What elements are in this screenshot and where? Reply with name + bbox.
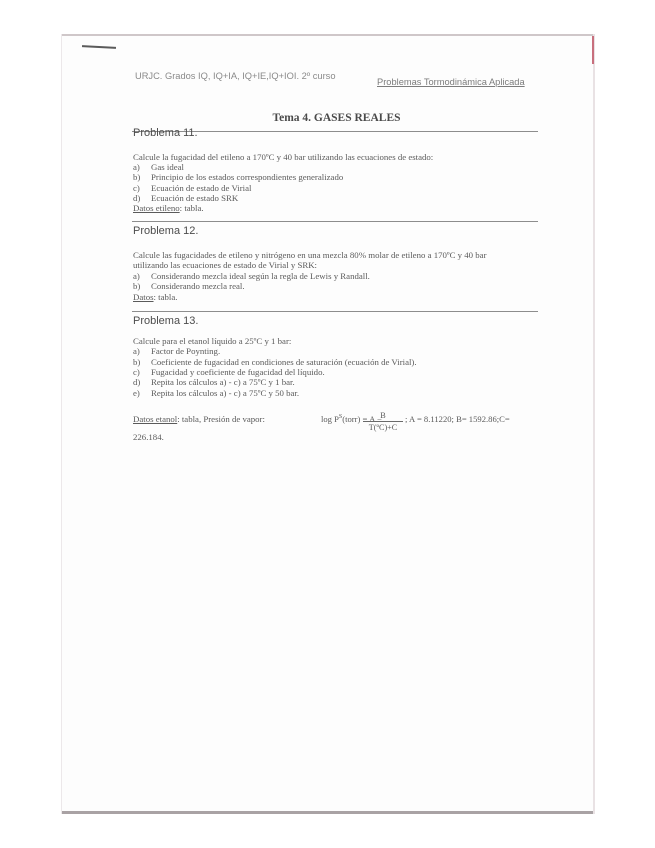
header-course: URJC. Grados IQ, IQ+IA, IQ+IE,IQ+IOI. 2º curso <box>135 71 336 81</box>
problem-12-intro-line-1: Calcule las fugacidades de etileno y nitrógeno en una mezcla 80% molar de etileno a 170ºC y 40 bar <box>133 250 487 260</box>
problem-11-data: Datos etileno: tabla. <box>133 203 204 213</box>
problem-12-item-a: a) Considerando mezcla ideal según la regla de Lewis y Randall. <box>133 271 370 281</box>
document-page <box>62 34 593 814</box>
divider <box>132 221 538 222</box>
problem-11-heading: Problema 11. <box>133 127 198 139</box>
fraction-denominator: T(ºC)+C <box>368 423 398 432</box>
problem-13-item-e: e) Repita los cálculos a) - c) a 75ºC y 50 bar. <box>133 388 300 398</box>
page-edge-mark <box>592 36 594 64</box>
problem-13-data: Datos etanol: tabla, Presión de vapor: <box>133 414 265 424</box>
problem-13-item-c: c) Fugacidad y coeficiente de fugacidad del líquido. <box>133 367 325 377</box>
problem-13-item-b: b) Coeficiente de fugacidad en condiciones de saturación (ecuación de Virial). <box>133 357 417 367</box>
vapor-pressure-fraction <box>363 411 403 432</box>
problem-13-intro: Calcule para el etanol líquido a 25ºC y 1 bar: <box>133 336 292 346</box>
problem-13-item-d: d) Repita los cálculos a) - c) a 75ºC y 1 bar. <box>133 377 295 387</box>
fraction-numerator: B <box>363 411 403 422</box>
problem-12-item-b: b) Considerando mezcla real. <box>133 281 245 291</box>
problem-11-item-b: b) Principio de los estados correspondientes generalizado <box>133 172 344 182</box>
page-title: Tema 4. GASES REALES <box>272 112 401 124</box>
problem-11-item-d: d) Ecuación de estado SRK <box>133 193 239 203</box>
divider <box>132 311 538 312</box>
problem-12-data: Datos: tabla. <box>133 292 178 302</box>
problem-11-intro: Calcule la fugacidad del etileno a 170ºC y 40 bar utilizando las ecuaciones de estado: <box>133 152 434 162</box>
vapor-pressure-formula-lhs: $\log P^S(torr) = A$ − <box>321 414 382 424</box>
antoine-constants: ; A = 8.11220; B= 1592.86;C= <box>405 414 510 424</box>
problem-13-item-a: a) Factor de Poynting. <box>133 346 221 356</box>
problem-12-heading: Problema 12. <box>133 225 199 237</box>
antoine-constant-continuation: 226.184. <box>133 432 164 442</box>
problem-13-heading: Problema 13. <box>133 315 199 327</box>
problem-11-item-a: a) Gas ideal <box>133 162 184 172</box>
problem-11-item-c: c) Ecuación de estado de Virial <box>133 183 252 193</box>
header-subject: Problemas Tormodinámica Aplicada <box>377 77 525 87</box>
problem-12-intro-line-2: utilizando las ecuaciones de estado de Virial y SRK: <box>133 260 317 270</box>
